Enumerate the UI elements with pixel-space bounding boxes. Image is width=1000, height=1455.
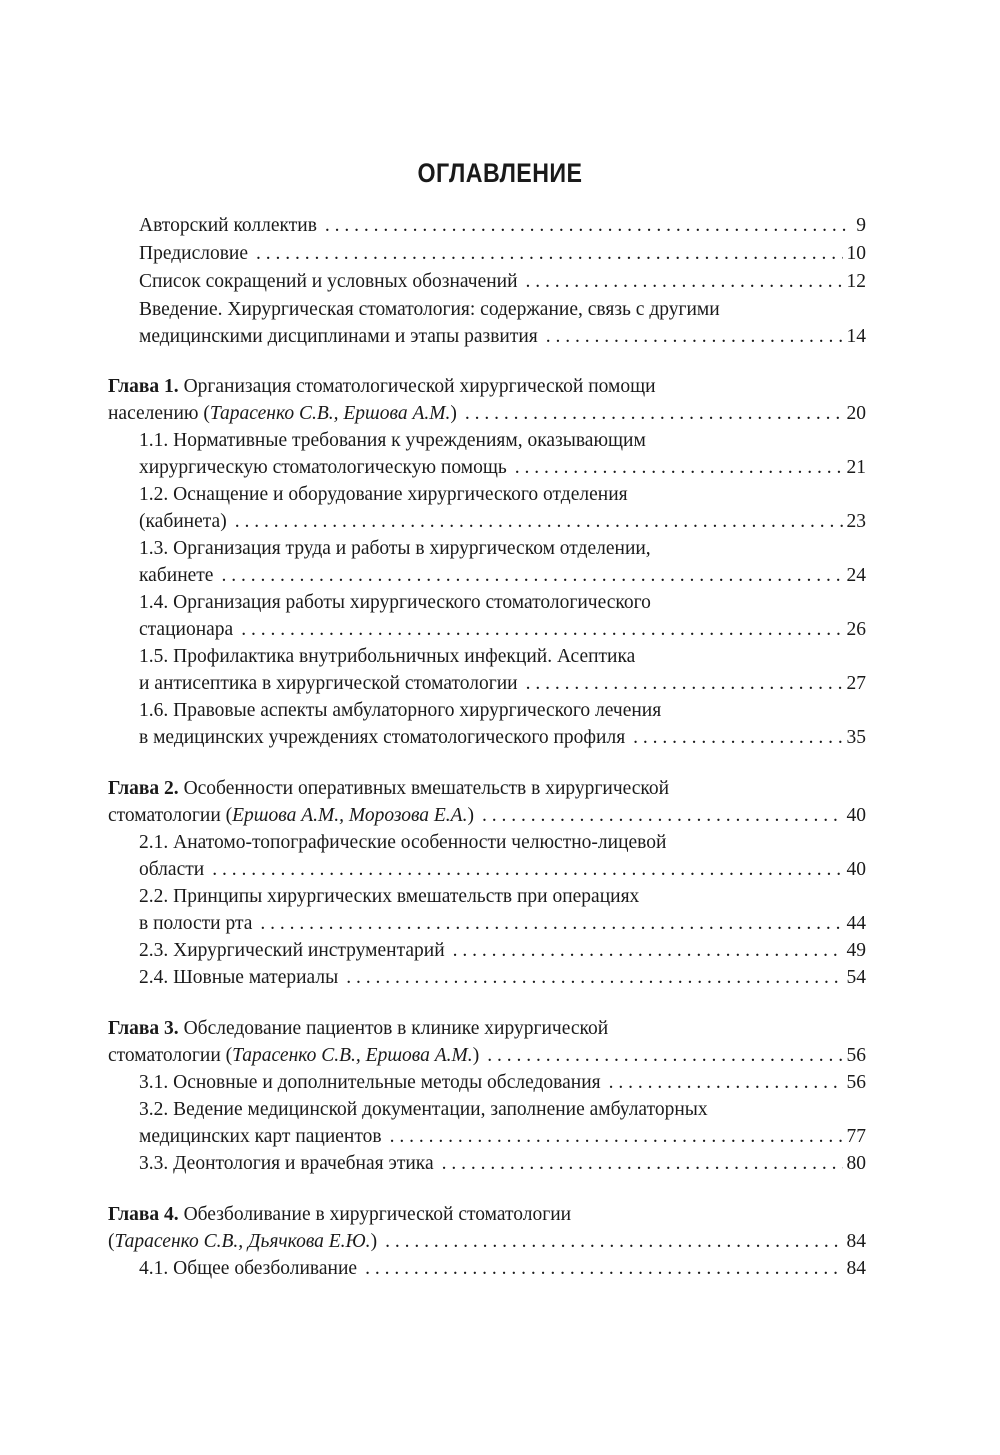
dot-leader [260, 910, 842, 937]
page-number: 40 [846, 805, 866, 826]
toc-chapter-1[interactable] [108, 373, 866, 427]
dot-leader [221, 562, 842, 589]
chapter-authors-close: ) [370, 1231, 378, 1252]
page-number: 84 [846, 1231, 866, 1252]
section-title-line2: хирургическую стоматологическую помощь [139, 457, 507, 478]
chapter-authors: Тарасенко С.В., Дьячкова Е.Ю. [114, 1231, 371, 1252]
page-number: 56 [846, 1045, 866, 1066]
toc-section-4-1[interactable] [108, 1255, 866, 1282]
page-number: 56 [846, 1072, 866, 1093]
dot-leader [385, 1228, 842, 1255]
page-number: 54 [846, 967, 866, 988]
entry-title: Авторский коллектив [139, 215, 317, 236]
page-number: 14 [846, 326, 866, 347]
page-number: 35 [846, 727, 866, 748]
dot-leader [365, 1255, 842, 1282]
dot-leader [442, 1150, 843, 1177]
page-number: 49 [846, 940, 866, 961]
page-number: 12 [846, 271, 866, 292]
table-of-contents [108, 212, 866, 1282]
page-number: 80 [846, 1153, 866, 1174]
toc-entry-abbreviations[interactable] [108, 268, 866, 295]
section-title: 4.1. Общее обезболивание [139, 1258, 358, 1279]
page-number: 10 [846, 243, 866, 264]
toc-entry-authors[interactable] [108, 212, 866, 239]
dot-leader [609, 1069, 843, 1096]
toc-section-1-2[interactable] [108, 481, 866, 535]
chapter-authors-close: ) [472, 1045, 480, 1066]
page-number: 24 [846, 565, 866, 586]
toc-section-1-1[interactable] [108, 427, 866, 481]
section-title-line2: в полости рта [139, 913, 253, 934]
page-number: 44 [846, 913, 866, 934]
section-title-line2: области [139, 859, 205, 880]
toc-section-1-6[interactable] [108, 697, 866, 751]
toc-chapter-2[interactable] [108, 775, 866, 829]
dot-leader [390, 1123, 843, 1150]
chapter-authors: Тарасенко С.В., Ершова А.М. [209, 403, 451, 424]
dot-leader [515, 454, 843, 481]
entry-title: Список сокращений и условных обозначений [139, 271, 518, 292]
section-title-line2: (кабинета) [139, 511, 227, 532]
section-title: 3.1. Основные и дополнительные методы обследования [139, 1072, 601, 1093]
chapter-label: Глава 1. [108, 376, 179, 397]
chapter-title-line1: Организация стоматологической хирургической помощи [183, 376, 656, 397]
section-title-line1: 3.2. Ведение медицинской документации, заполнение амбулаторных [139, 1099, 708, 1120]
toc-section-3-3[interactable] [108, 1150, 866, 1177]
chapter-label: Глава 4. [108, 1204, 179, 1225]
page-number: 27 [846, 673, 866, 694]
chapter-authors: Ершова А.М., Морозова Е.А. [232, 805, 468, 826]
toc-chapter-4[interactable] [108, 1201, 866, 1255]
section-title: 2.4. Шовные материалы [139, 967, 339, 988]
chapter-title-line2: стоматологии ( [108, 1045, 233, 1066]
dot-leader [633, 724, 842, 751]
section-title-line2: в медицинских учреждениях стоматологического профиля [139, 727, 626, 748]
entry-title-line2: медицинскими дисциплинами и этапы развития [139, 326, 538, 347]
dot-leader [526, 268, 843, 295]
dot-leader [212, 856, 842, 883]
dot-leader [546, 323, 843, 350]
section-title-line1: 1.5. Профилактика внутрибольничных инфекций. Асептика [139, 646, 636, 667]
toc-section-1-4[interactable] [108, 589, 866, 643]
section-title-line1: 1.2. Оснащение и оборудование хирургического отделения [139, 484, 628, 505]
dot-leader [256, 240, 842, 267]
section-title-line2: стационара [139, 619, 234, 640]
toc-section-3-1[interactable] [108, 1069, 866, 1096]
section-title-line1: 2.2. Принципы хирургических вмешательств при операциях [139, 886, 640, 907]
page-number: 40 [846, 859, 866, 880]
page-number: 84 [846, 1258, 866, 1279]
section-title-line2: и антисептика в хирургической стоматологии [139, 673, 518, 694]
toc-entry-introduction[interactable] [108, 296, 866, 350]
chapter-authors-close: ) [467, 805, 474, 826]
page-number: 23 [846, 511, 866, 532]
toc-section-2-3[interactable] [108, 937, 866, 964]
dot-leader [453, 937, 843, 964]
section-title-line1: 1.3. Организация труда и работы в хирургическом отделении, [139, 538, 651, 559]
dot-leader [325, 212, 852, 239]
section-title: 3.3. Деонтология и врачебная этика [139, 1153, 434, 1174]
section-title-line1: 2.1. Анатомо-топографические особенности челюстно-лицевой [139, 832, 667, 853]
page-number: 77 [846, 1126, 866, 1147]
section-title-line1: 1.4. Организация работы хирургического стоматологического [139, 592, 651, 613]
section-title-line2: кабинете [139, 565, 214, 586]
toc-section-2-2[interactable] [108, 883, 866, 937]
section-title: 2.3. Хирургический инструментарий [139, 940, 445, 961]
chapter-label: Глава 2. [108, 778, 179, 799]
chapter-authors-close: ) [450, 403, 457, 424]
toc-section-2-4[interactable] [108, 964, 866, 991]
chapter-title-line1: Обезболивание в хирургической стоматологии [183, 1204, 572, 1225]
page-number: 20 [846, 403, 866, 424]
page-number: 21 [846, 457, 866, 478]
section-title-line1: 1.6. Правовые аспекты амбулаторного хирургического лечения [139, 700, 662, 721]
page-title: ОГЛАВЛЕНИЕ [417, 158, 583, 188]
toc-section-3-2[interactable] [108, 1096, 866, 1150]
entry-title-line1: Введение. Хирургическая стоматология: содержание, связь с другими [139, 299, 720, 320]
chapter-title-line2: населению ( [108, 403, 210, 424]
section-title-line2: медицинских карт пациентов [139, 1126, 382, 1147]
page-number: 9 [856, 215, 866, 236]
dot-leader [235, 508, 843, 535]
dot-leader [346, 964, 842, 991]
dot-leader [482, 802, 843, 829]
chapter-title-line2: ( [108, 1231, 115, 1252]
toc-entry-preface[interactable] [108, 240, 866, 267]
dot-leader [487, 1042, 842, 1069]
section-title-line1: 1.1. Нормативные требования к учреждениям, оказывающим [139, 430, 646, 451]
toc-section-1-3[interactable] [108, 535, 866, 589]
page-number: 26 [846, 619, 866, 640]
dot-leader [526, 670, 843, 697]
chapter-title-line2: стоматологии ( [108, 805, 233, 826]
toc-section-1-5[interactable] [108, 643, 866, 697]
dot-leader [465, 400, 843, 427]
dot-leader [241, 616, 842, 643]
chapter-label: Глава 3. [108, 1018, 179, 1039]
toc-section-2-1[interactable] [108, 829, 866, 883]
chapter-title-line1: Особенности оперативных вмешательств в хирургической [183, 778, 670, 799]
entry-title: Предисловие [139, 243, 249, 264]
chapter-title-line1: Обследование пациентов в клинике хирургической [183, 1018, 609, 1039]
toc-chapter-3[interactable] [108, 1015, 866, 1069]
chapter-authors: Тарасенко С.В., Ершова А.М. [232, 1045, 473, 1066]
